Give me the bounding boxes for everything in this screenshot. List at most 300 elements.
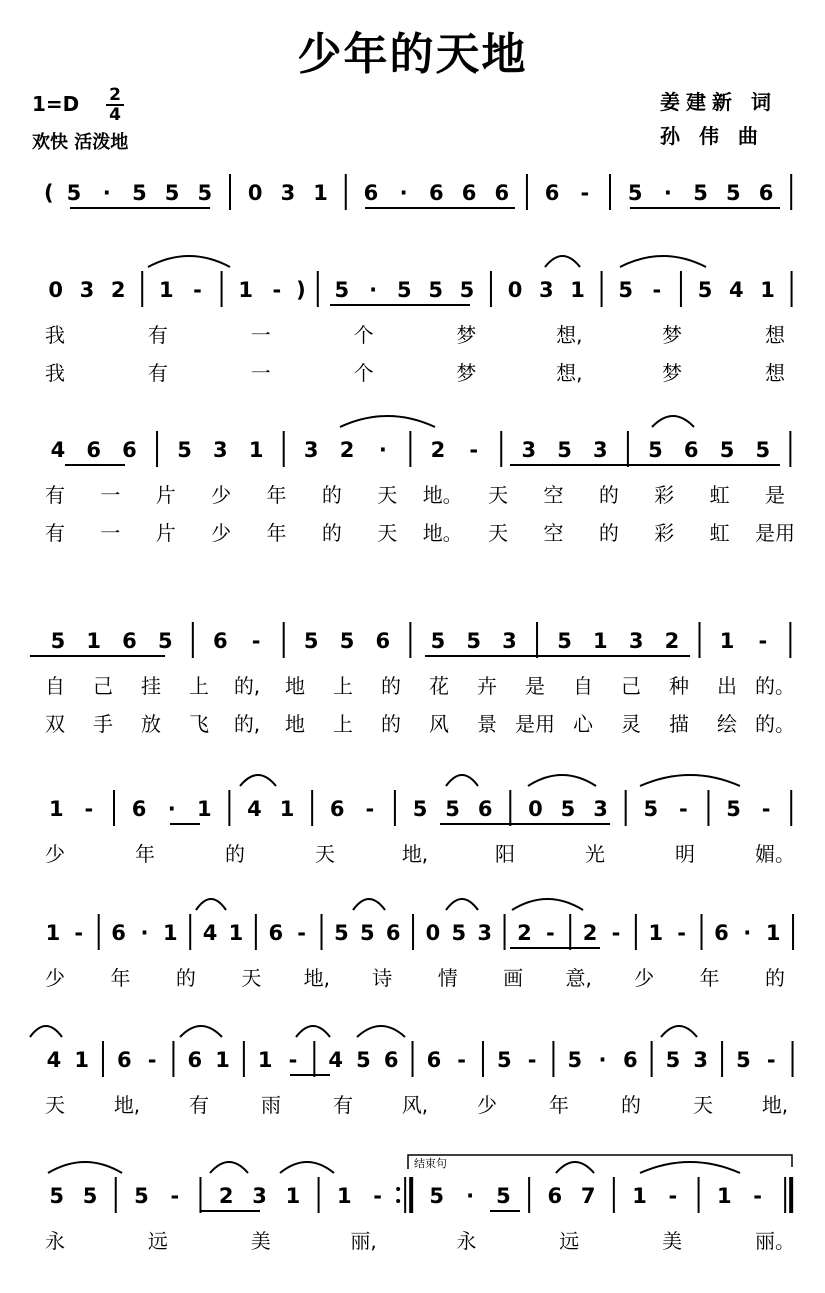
lyric-syllable: 虹 <box>709 483 730 507</box>
note-numeral: 1 <box>196 797 212 821</box>
note-numeral: 3 <box>693 1048 709 1072</box>
slur-arc <box>180 1026 222 1037</box>
lyric-syllable: 卉 <box>477 674 497 698</box>
lyric-syllable: 己 <box>621 674 641 698</box>
dash-extender: - <box>297 921 306 945</box>
note-numeral: 5 <box>665 1048 681 1072</box>
lyric-syllable: 上 <box>189 674 209 698</box>
lyric-syllable: 个 <box>353 361 374 385</box>
note-numeral: 5 <box>303 629 319 653</box>
note-numeral: 2 <box>339 438 355 462</box>
note-numeral: 0 <box>425 921 441 945</box>
note-numeral: 2 <box>110 278 126 302</box>
lyric-syllable: 个 <box>353 323 374 347</box>
note-numeral: 5 <box>49 1184 65 1208</box>
note-numeral: 6 <box>86 438 102 462</box>
lyric-syllable: 远 <box>147 1229 168 1253</box>
note-numeral: 1 <box>74 1048 89 1072</box>
lyric-syllable: 双 <box>45 712 65 736</box>
composer-credit: 孙 伟 曲 <box>660 124 764 148</box>
note-numeral: 3 <box>593 797 608 821</box>
dash-extender: - <box>753 1184 762 1208</box>
lyricist-credit: 姜建新 词 <box>660 90 777 114</box>
lyric-syllable: 少 <box>45 842 65 866</box>
note-numeral: 5 <box>82 1184 98 1208</box>
dash-extender: - <box>74 921 84 945</box>
lyric-syllable: 是 <box>765 483 785 507</box>
lyric-syllable: 美 <box>662 1229 683 1253</box>
lyric-syllable: 天 <box>45 1093 65 1117</box>
lyric-syllable: 的 <box>225 842 245 866</box>
lyric-syllable: 少 <box>211 521 232 545</box>
slur-arc <box>640 775 740 786</box>
note-numeral: 3 <box>502 629 517 653</box>
dash-extender: - <box>580 181 590 205</box>
dot-mark: · <box>743 921 752 945</box>
note-numeral: 5 <box>627 181 643 205</box>
note-numeral: 6 <box>363 181 379 205</box>
lyric-syllable: 一 <box>250 361 271 385</box>
lyric-syllable: 年 <box>110 966 131 990</box>
note-numeral: 4 <box>50 438 66 462</box>
note-numeral: 5 <box>466 629 482 653</box>
lyric-syllable: 的, <box>233 674 261 698</box>
slur-arc <box>661 1026 697 1037</box>
note-numeral: 3 <box>593 438 608 462</box>
dash-extender: - <box>652 278 662 302</box>
lyric-syllable: 意, <box>565 966 592 990</box>
lyric-syllable: 自 <box>45 674 65 698</box>
lyric-syllable: 美 <box>250 1229 271 1253</box>
lyric-syllable: 地, <box>401 842 429 866</box>
dash-extender: - <box>761 797 771 821</box>
dash-extender: - <box>193 278 202 302</box>
note-numeral: 5 <box>697 278 713 302</box>
note-numeral: 5 <box>50 629 66 653</box>
dash-extender: - <box>365 797 375 821</box>
note-numeral: 6 <box>477 797 493 821</box>
note-numeral: 3 <box>521 438 537 462</box>
lyric-syllable: 媚。 <box>755 842 795 866</box>
lyric-syllable: 片 <box>155 521 176 545</box>
lyric-syllable: 是 <box>525 674 545 698</box>
lyric-syllable: 花 <box>429 674 449 698</box>
note-numeral: 1 <box>593 629 608 653</box>
note-numeral: 2 <box>582 921 598 945</box>
note-numeral: 2 <box>664 629 680 653</box>
lyric-syllable: 永 <box>456 1229 477 1253</box>
dash-extender: - <box>170 1184 180 1208</box>
lyric-syllable: 诗 <box>372 966 393 990</box>
note-numeral: 1 <box>765 921 781 945</box>
dash-extender: - <box>272 278 282 302</box>
note-numeral: 6 <box>622 1048 638 1072</box>
note-numeral: 5 <box>755 438 771 462</box>
lyric-syllable: 心 <box>573 712 593 736</box>
note-numeral: 3 <box>213 438 228 462</box>
lyric-syllable: 远 <box>559 1229 580 1253</box>
note-numeral: 3 <box>280 181 296 205</box>
note-numeral: 6 <box>187 1048 203 1072</box>
lyric-syllable: 明 <box>675 842 695 866</box>
lyric-syllable: 天 <box>377 521 398 545</box>
dash-extender: - <box>758 629 768 653</box>
note-numeral: 1 <box>313 181 328 205</box>
note-numeral: 5 <box>725 181 741 205</box>
lyric-syllable: 挂 <box>141 674 161 698</box>
lyric-syllable: 情 <box>437 966 458 990</box>
slur-arc <box>210 1162 248 1173</box>
note-numeral: 5 <box>430 629 446 653</box>
note-numeral: ( <box>44 181 54 205</box>
note-numeral: 7 <box>580 1184 596 1208</box>
note-numeral: 6 <box>544 181 560 205</box>
note-numeral: 6 <box>461 181 477 205</box>
lyric-syllable: 彩 <box>654 483 675 507</box>
lyric-syllable: 想, <box>556 323 583 347</box>
lyric-syllable: 地, <box>761 1093 789 1117</box>
repeat-barline <box>396 1177 411 1213</box>
lyric-syllable: 种 <box>669 674 689 698</box>
lyric-syllable: 空 <box>543 483 564 507</box>
slur-arc <box>446 899 478 910</box>
lyric-syllable: 的。 <box>755 712 795 736</box>
slur-arc <box>640 1162 740 1173</box>
slur-arc <box>340 416 435 427</box>
note-numeral: 6 <box>714 921 729 945</box>
note-numeral: 5 <box>451 921 467 945</box>
lyric-syllable: 丽, <box>350 1229 377 1253</box>
slur-arc <box>620 256 706 267</box>
note-numeral: 0 <box>507 278 523 302</box>
slur-arc <box>512 899 583 910</box>
lyric-syllable: 光 <box>585 842 605 866</box>
note-numeral: 5 <box>339 629 355 653</box>
slur-arc <box>545 256 580 267</box>
note-numeral: 6 <box>213 629 228 653</box>
note-numeral: 1 <box>215 1048 230 1072</box>
lyric-syllable: 年 <box>549 1093 569 1117</box>
lyric-syllable: 的, <box>233 712 261 736</box>
lyric-syllable: 地, <box>113 1093 141 1117</box>
dot-mark: · <box>598 1048 607 1072</box>
note-numeral: 3 <box>252 1184 267 1208</box>
lyric-syllable: 地。 <box>422 521 463 545</box>
lyric-syllable: 风, <box>401 1093 429 1117</box>
lyric-syllable: 描 <box>669 712 689 736</box>
note-numeral: 3 <box>79 278 95 302</box>
note-numeral: 0 <box>48 278 63 302</box>
note-numeral: 5 <box>177 438 192 462</box>
dash-extender: - <box>527 1048 537 1072</box>
dash-extender: - <box>457 1048 466 1072</box>
note-numeral: 6 <box>268 921 284 945</box>
lyric-syllable: 我 <box>45 323 65 347</box>
dash-extender: - <box>668 1184 678 1208</box>
lyric-syllable: 自 <box>573 674 593 698</box>
slur-arc <box>353 899 385 910</box>
dash-extender: - <box>147 1048 157 1072</box>
note-numeral: 5 <box>197 181 213 205</box>
dot-mark: · <box>369 278 378 302</box>
note-numeral: 4 <box>728 278 744 302</box>
note-numeral: 3 <box>303 438 319 462</box>
note-numeral: 5 <box>560 797 576 821</box>
note-numeral: 5 <box>164 181 180 205</box>
note-numeral: 6 <box>117 1048 132 1072</box>
lyric-syllable: 阳 <box>495 842 515 866</box>
lyric-syllable: 放 <box>141 712 161 736</box>
lyric-syllable: 我 <box>45 361 65 385</box>
lyric-syllable: 少 <box>45 966 65 990</box>
dash-extender: - <box>288 1048 298 1072</box>
lyric-syllable: 的 <box>765 966 785 990</box>
note-numeral: 5 <box>157 629 173 653</box>
lyric-syllable: 有 <box>147 323 168 347</box>
dash-extender: - <box>611 921 621 945</box>
lyric-syllable: 一 <box>250 323 271 347</box>
note-numeral: 5 <box>134 1184 149 1208</box>
lyric-syllable: 地 <box>285 674 305 698</box>
lyric-syllable: 年 <box>135 842 155 866</box>
note-numeral: 4 <box>328 1048 343 1072</box>
lyric-syllable: 想 <box>765 323 785 347</box>
note-numeral: 4 <box>202 921 218 945</box>
note-numeral: 5 <box>66 181 82 205</box>
final-barline <box>785 1177 791 1213</box>
note-numeral: 6 <box>111 921 126 945</box>
note-numeral: 1 <box>570 278 585 302</box>
note-numeral: 5 <box>359 921 375 945</box>
note-numeral: 6 <box>131 797 147 821</box>
lyric-syllable: 的 <box>321 483 342 507</box>
dot-mark: · <box>167 797 176 821</box>
lyric-syllable: 地。 <box>422 483 463 507</box>
note-numeral: 6 <box>329 797 345 821</box>
note-numeral: 6 <box>547 1184 563 1208</box>
note-numeral: 1 <box>719 629 735 653</box>
note-numeral: 1 <box>285 1184 301 1208</box>
note-numeral: 5 <box>693 181 708 205</box>
note-numeral: 6 <box>758 181 774 205</box>
lyric-syllable: 有 <box>189 1093 209 1117</box>
slur-arc <box>48 1162 122 1173</box>
note-numeral: 6 <box>122 438 137 462</box>
lyric-syllable: 的 <box>321 521 342 545</box>
note-numeral: 1 <box>257 1048 273 1072</box>
lyric-syllable: 梦 <box>662 323 683 347</box>
note-numeral: ) <box>296 278 306 302</box>
note-numeral: 1 <box>48 797 64 821</box>
note-numeral: 3 <box>628 629 644 653</box>
lyric-syllable: 上 <box>333 674 353 698</box>
note-numeral: 6 <box>426 1048 442 1072</box>
lyric-syllable: 的 <box>175 966 196 990</box>
note-numeral: 5 <box>557 438 572 462</box>
note-numeral: 6 <box>683 438 699 462</box>
note-numeral: 5 <box>497 1048 512 1072</box>
slur-arc <box>148 256 230 267</box>
tempo-marking: 欢快 活泼地 <box>32 132 129 153</box>
lyric-syllable: 年 <box>699 966 720 990</box>
lyric-syllable: 空 <box>543 521 564 545</box>
lyric-syllable: 片 <box>155 483 176 507</box>
note-numeral: 2 <box>218 1184 234 1208</box>
lyric-syllable: 少 <box>211 483 232 507</box>
lyric-syllable: 的 <box>598 483 619 507</box>
dash-extender: - <box>545 921 555 945</box>
lyric-syllable: 少 <box>634 966 655 990</box>
note-numeral: 5 <box>496 1184 511 1208</box>
note-numeral: 1 <box>279 797 295 821</box>
note-numeral: 1 <box>86 629 102 653</box>
dash-extender: - <box>469 438 479 462</box>
lyric-syllable: 梦 <box>456 361 477 385</box>
note-numeral: 1 <box>45 921 61 945</box>
lyric-syllable: 风 <box>429 712 449 736</box>
note-numeral: 6 <box>429 181 444 205</box>
lyric-syllable: 一 <box>100 483 121 507</box>
time-signature-bottom: 4 <box>109 105 121 125</box>
lyric-syllable: 虹 <box>709 521 730 545</box>
note-numeral: 6 <box>385 921 401 945</box>
note-numeral: 5 <box>334 921 349 945</box>
note-numeral: 5 <box>132 181 147 205</box>
note-numeral: 5 <box>567 1048 583 1072</box>
lyric-syllable: 画 <box>503 966 524 990</box>
dash-extender: - <box>251 629 261 653</box>
lyric-syllable: 永 <box>45 1229 65 1253</box>
lyric-syllable: 的 <box>598 521 619 545</box>
lyric-syllable: 天 <box>488 521 509 545</box>
lyric-syllable: 梦 <box>456 323 477 347</box>
slur-arc <box>240 775 276 786</box>
note-numeral: 6 <box>494 181 510 205</box>
dash-extender: - <box>766 1048 776 1072</box>
dot-mark: · <box>466 1184 475 1208</box>
note-numeral: 1 <box>248 438 264 462</box>
lyric-syllable: 天 <box>377 483 398 507</box>
note-numeral: 5 <box>428 278 443 302</box>
note-numeral: 1 <box>158 278 174 302</box>
lyric-syllable: 雨 <box>261 1093 281 1117</box>
lyric-syllable: 是用 <box>515 712 555 736</box>
slur-arc <box>280 1162 334 1173</box>
lyric-syllable: 手 <box>93 712 113 736</box>
lyric-syllable: 一 <box>100 521 121 545</box>
dot-mark: · <box>378 438 387 462</box>
ending-label: 结束句 <box>414 1157 447 1170</box>
note-numeral: 5 <box>736 1048 751 1072</box>
slur-arc <box>446 775 478 786</box>
lyric-syllable: 天 <box>488 483 509 507</box>
note-numeral: 2 <box>430 438 446 462</box>
note-numeral: 5 <box>648 438 663 462</box>
note-numeral: 5 <box>334 278 350 302</box>
note-numeral: 1 <box>238 278 253 302</box>
lyric-syllable: 的 <box>381 712 401 736</box>
note-numeral: 3 <box>477 921 492 945</box>
lyric-syllable: 想 <box>765 361 785 385</box>
slur-arc <box>196 899 226 910</box>
slur-arc <box>30 1026 62 1037</box>
lyric-syllable: 年 <box>266 483 287 507</box>
lyric-syllable: 上 <box>333 712 353 736</box>
lyric-syllable: 梦 <box>662 361 683 385</box>
slur-arc <box>528 775 596 786</box>
note-numeral: 6 <box>383 1048 399 1072</box>
lyric-syllable: 地 <box>285 712 305 736</box>
dot-mark: · <box>663 181 672 205</box>
lyric-syllable: 飞 <box>189 712 209 736</box>
key-signature: 1=D <box>32 92 80 116</box>
dash-extender: - <box>679 797 688 821</box>
note-numeral: 1 <box>760 278 775 302</box>
slur-arc <box>652 416 694 427</box>
note-numeral: 3 <box>538 278 554 302</box>
lyric-syllable: 有 <box>45 521 65 545</box>
lyric-syllable: 灵 <box>621 712 641 736</box>
lyric-syllable: 少 <box>477 1093 497 1117</box>
lyric-syllable: 想, <box>556 361 583 385</box>
note-numeral: 5 <box>445 797 460 821</box>
note-numeral: 5 <box>618 278 633 302</box>
note-numeral: 1 <box>336 1184 352 1208</box>
note-numeral: 6 <box>375 629 391 653</box>
note-numeral: 5 <box>726 797 741 821</box>
lyric-syllable: 彩 <box>654 521 675 545</box>
slur-arc <box>357 1026 405 1037</box>
lyric-syllable: 的 <box>621 1093 641 1117</box>
note-numeral: 5 <box>557 629 572 653</box>
ending-bracket <box>408 1155 792 1170</box>
dot-mark: · <box>102 181 111 205</box>
slur-arc <box>556 1162 594 1173</box>
note-numeral: 5 <box>397 278 412 302</box>
song-title: 少年的天地 <box>297 29 528 80</box>
lyric-syllable: 有 <box>45 483 65 507</box>
lyric-syllable: 的。 <box>755 674 795 698</box>
lyric-syllable: 丽。 <box>755 1229 795 1253</box>
note-numeral: 0 <box>247 181 263 205</box>
note-numeral: 5 <box>719 438 735 462</box>
lyric-syllable: 的 <box>381 674 401 698</box>
lyric-syllable: 景 <box>477 712 497 736</box>
note-numeral: 5 <box>643 797 659 821</box>
note-numeral: 1 <box>163 921 178 945</box>
note-numeral: 1 <box>632 1184 647 1208</box>
note-numeral: 5 <box>429 1184 445 1208</box>
note-numeral: 6 <box>122 629 137 653</box>
note-numeral: 5 <box>459 278 475 302</box>
lyric-syllable: 有 <box>333 1093 353 1117</box>
lyric-syllable: 绘 <box>717 712 737 736</box>
dash-extender: - <box>373 1184 382 1208</box>
lyric-syllable: 天 <box>315 842 335 866</box>
note-numeral: 1 <box>228 921 244 945</box>
dash-extender: - <box>677 921 686 945</box>
dot-mark: · <box>399 181 408 205</box>
dash-extender: - <box>84 797 94 821</box>
lyric-syllable: 地, <box>303 966 330 990</box>
note-numeral: 5 <box>356 1048 371 1072</box>
note-numeral: 1 <box>716 1184 732 1208</box>
note-numeral: 4 <box>46 1048 62 1072</box>
note-numeral: 1 <box>648 921 664 945</box>
note-numeral: 5 <box>412 797 428 821</box>
note-numeral: 0 <box>528 797 543 821</box>
lyric-syllable: 有 <box>147 361 168 385</box>
